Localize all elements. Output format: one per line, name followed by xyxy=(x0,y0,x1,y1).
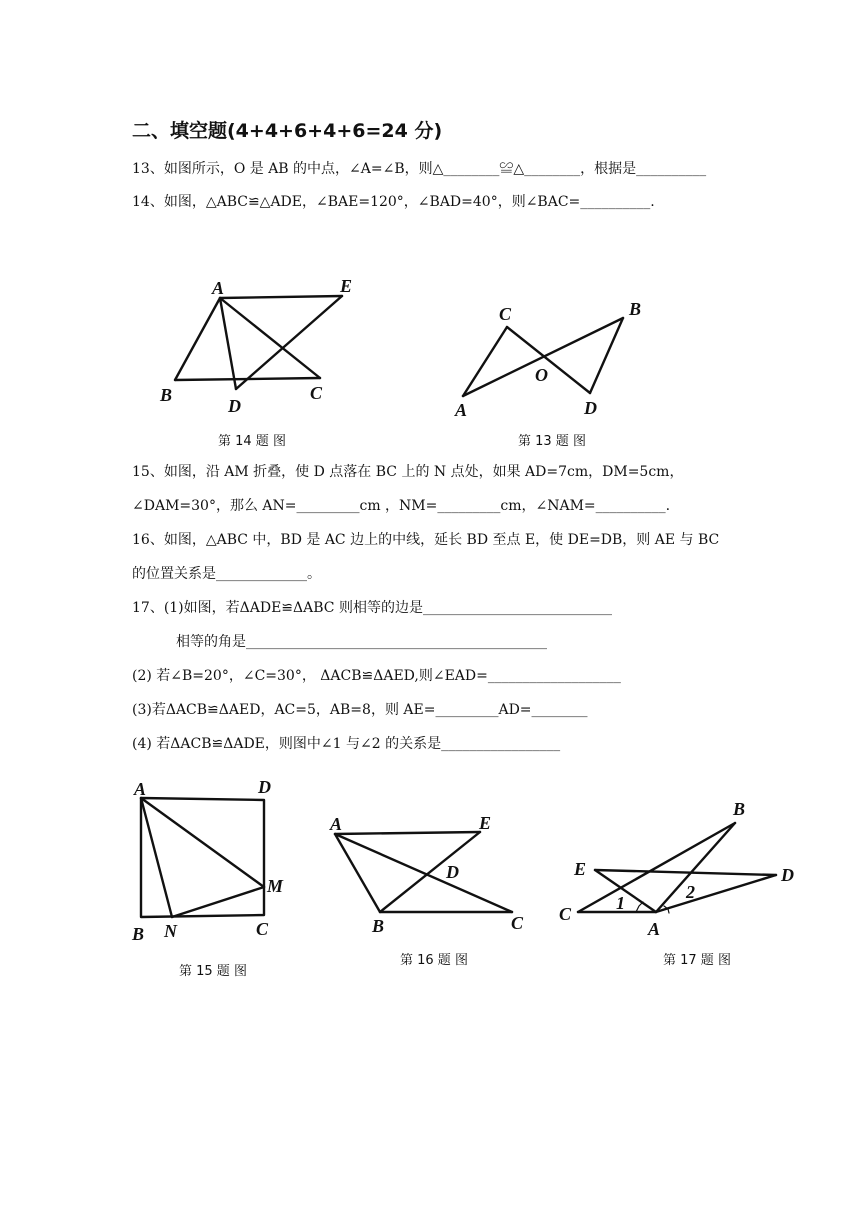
fig14-label-d: D xyxy=(228,396,241,416)
question-17-part-3: (3)若ΔACB≌ΔAED，AC=5，AB=8，则 AE=_________AD=________ xyxy=(132,702,588,718)
fig17-label-c: C xyxy=(559,904,572,924)
question-17-part-2: (2) 若∠B=20°，∠C=30°， ΔACB≌ΔAED,则∠EAD=___________________ xyxy=(132,668,621,684)
fig16-label-c: C xyxy=(511,913,524,933)
fig17-label-a: A xyxy=(648,919,661,939)
fig16-caption: 第 16 题 图 xyxy=(400,953,468,968)
fig15-label-n: N xyxy=(164,921,177,941)
fig17-caption: 第 17 题 图 xyxy=(663,953,731,968)
fig13-label-b: B xyxy=(629,299,642,319)
fig16-label-d: D xyxy=(446,862,459,882)
question-17-part-1b: 相等的角是___________________________________________ xyxy=(176,634,547,650)
fig17-label-e: E xyxy=(574,859,587,879)
fig16-label-b: B xyxy=(372,916,385,936)
fig14-label-e: E xyxy=(340,276,353,296)
fig15-label-a: A xyxy=(134,779,147,799)
fig15-label-b: B xyxy=(132,924,145,944)
question-16-line-1: 16、如图，△ABC 中，BD 是 AC 边上的中线，延长 BD 至点 E，使 DE=DB，则 AE 与 BC xyxy=(132,532,720,548)
question-16-line-2: 的位置关系是_____________。 xyxy=(132,566,321,582)
fig16-label-a: A xyxy=(330,814,343,834)
fig15-label-m: M xyxy=(267,876,284,896)
fig17-label-b: B xyxy=(733,799,746,819)
fig14-label-a: A xyxy=(212,278,225,298)
fig13-label-d: D xyxy=(584,398,597,418)
question-13: 13、如图所示，O 是 AB 的中点，∠A=∠B，则△________≌△________，根据是__________ xyxy=(132,161,707,177)
question-15-line-2: ∠DAM=30°，那么 AN=_________cm ，NM=_________cm，∠NAM=__________. xyxy=(132,498,671,514)
question-15-line-1: 15、如图，沿 AM 折叠，使 D 点落在 BC 上的 N 点处，如果 AD=7cm，DM=5cm， xyxy=(132,464,684,480)
section-title: 二、填空题(4+4+6+4+6=24 分) xyxy=(132,120,443,142)
fig14-label-b: B xyxy=(160,385,173,405)
fig15-label-c: C xyxy=(256,919,269,939)
fig15-label-d: D xyxy=(258,777,271,797)
fig17-label-2: 2 xyxy=(686,882,695,902)
question-17-part-4: (4) 若ΔACB≌ΔADE，则图中∠1 与∠2 的关系是_________________ xyxy=(132,736,561,752)
fig17-label-1: 1 xyxy=(616,893,625,913)
fig14-label-c: C xyxy=(310,383,323,403)
fig16-label-e: E xyxy=(479,813,492,833)
fig14-caption: 第 14 题 图 xyxy=(218,434,286,449)
fig17-label-d: D xyxy=(781,865,794,885)
fig15-caption: 第 15 题 图 xyxy=(179,964,247,979)
fig13-caption: 第 13 题 图 xyxy=(518,434,586,449)
fig13-label-a: A xyxy=(455,400,468,420)
fig13-label-c: C xyxy=(499,304,512,324)
question-17-part-1a: 17、(1)如图，若ΔADE≌ΔABC 则相等的边是___________________________ xyxy=(132,600,612,616)
fig13-label-o: O xyxy=(535,365,548,385)
question-14: 14、如图，△ABC≌△ADE，∠BAE=120°，∠BAD=40°，则∠BAC=__________. xyxy=(132,194,655,210)
